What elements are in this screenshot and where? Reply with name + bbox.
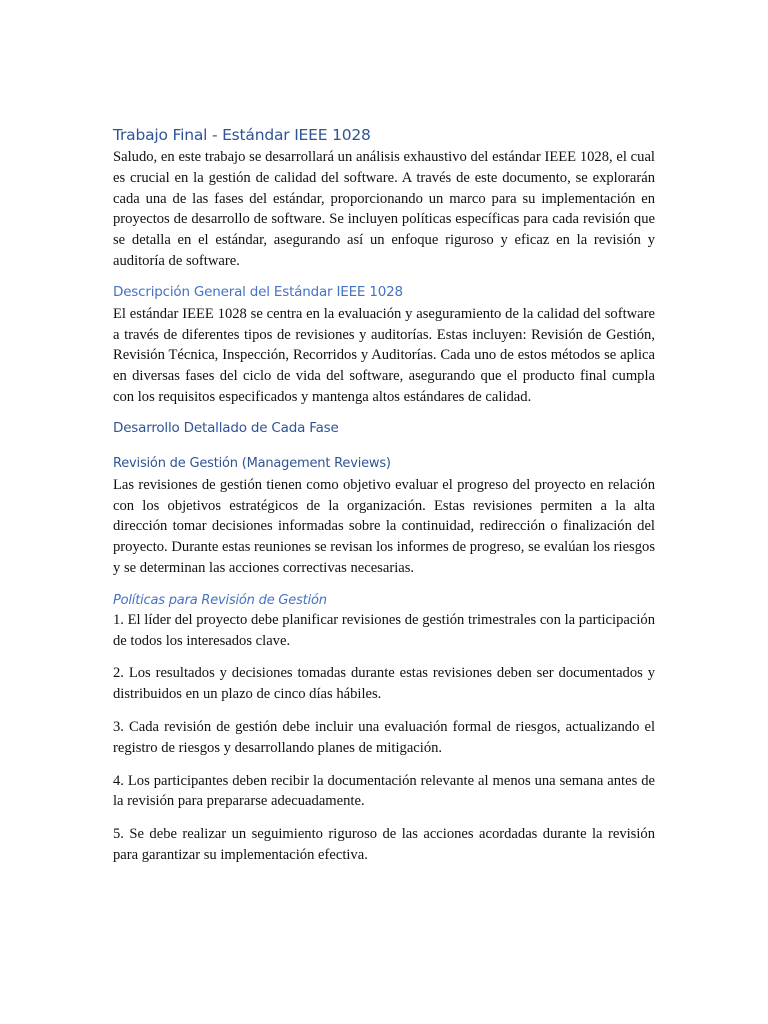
policy-item: 4. Los participantes deben recibir la documentación relevante al menos una semana antes de la revisión para prepararse adecuadamente. [113,772,655,810]
intro-paragraph: Saludo, en este trabajo se desarrollará un análisis exhaustivo del estándar IEEE 1028, el cual es crucial en la gestión de calidad del software. A través de este documento, se explorarán cada una de las fases del estándar, proporcionando un marco para su implementación en proyectos de desarrollo de software. Se incluyen políticas específicas para cada revisión que se detalla en el estándar, asegurando así un enfoque riguroso y eficaz en la revisión y auditoría de software. [113,149,655,269]
details-heading: Desarrollo Detallado de Cada Fase [113,419,339,436]
policy-item: 3. Cada revisión de gestión debe incluir una evaluación formal de riesgos, actualizando el registro de riesgos y desarrollando planes de mitigación. [113,718,655,756]
document-page [113,126,655,878]
document-title: Trabajo Final - Estándar IEEE 1028 [113,126,371,144]
management-review-heading: Revisión de Gestión (Management Reviews) [113,455,391,471]
policy-item: 5. Se debe realizar un seguimiento riguroso de las acciones acordadas durante la revisión para garantizar su implementación efectiva. [113,826,655,863]
policy-item: 2. Los resultados y decisiones tomadas durante estas revisiones deben ser documentados y distribuidos en un plazo de cinco días hábiles. [113,665,655,703]
overview-heading: Descripción General del Estándar IEEE 1028 [113,283,403,300]
policy-item: 1. El líder del proyecto debe planificar revisiones de gestión trimestrales con la participación de todos los interesados clave. [113,611,655,649]
overview-paragraph: El estándar IEEE 1028 se centra en la evaluación y aseguramiento de la calidad del software a través de diferentes tipos de revisiones y auditorías. Estas incluyen: Revisión de Gestión, Revisión Técnica, Inspección, Recorridos y Auditorías. Cada uno de estos métodos se aplica en diversas fases del ciclo de vida del software, asegurando que el producto final cumpla con los requisitos especificados y mantenga altos estándares de calidad. [113,305,655,405]
policies-heading: Políticas para Revisión de Gestión [113,592,327,608]
management-review-paragraph: Las revisiones de gestión tienen como objetivo evaluar el progreso del proyecto en relación con los objetivos estratégicos de la organización. Estas revisiones permiten a la alta dirección tomar decisiones informadas sobre la continuidad, redirección o finalización del proyecto. Durante estas reuniones se revisan los informes de progreso, se evalúan los riesgos y se determinan las acciones correctivas necesarias. [113,476,655,576]
